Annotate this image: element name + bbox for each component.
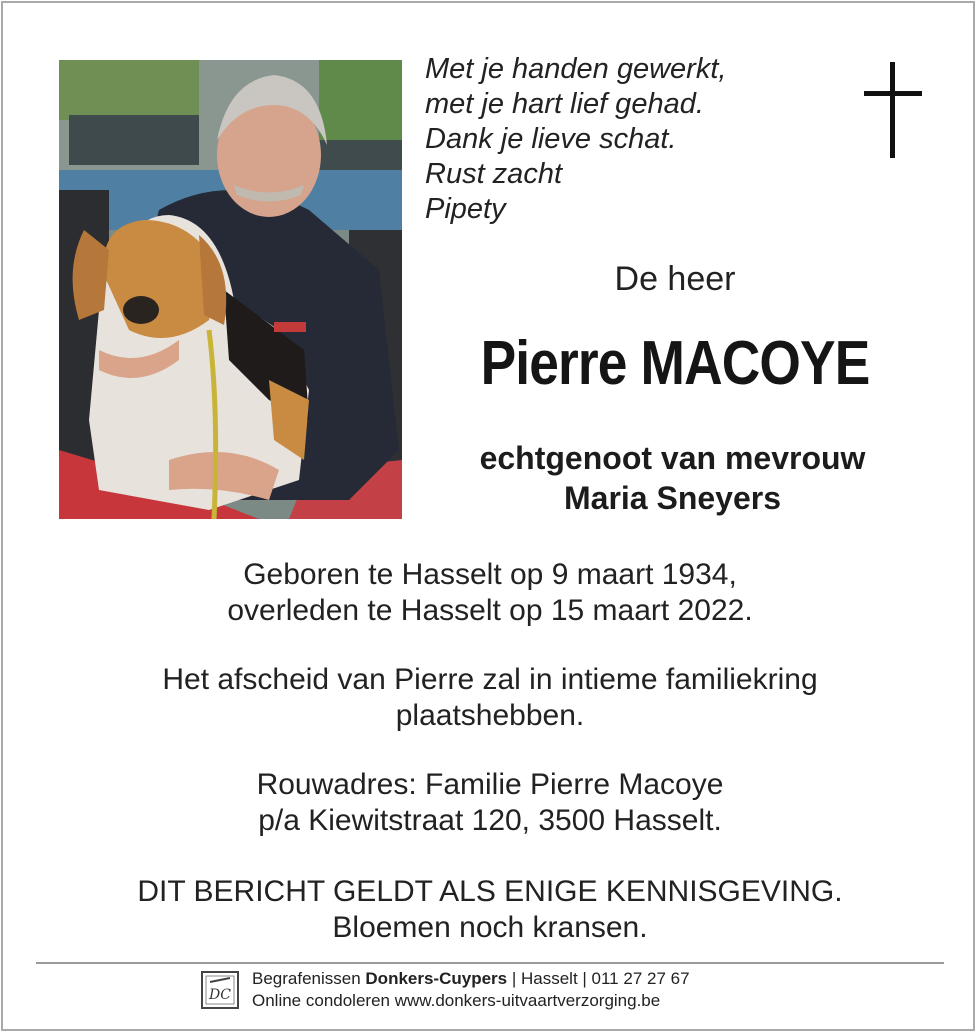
birth-line: Geboren te Hasselt op 9 maart 1934, (243, 558, 737, 591)
footer-text (252, 968, 690, 1012)
farewell-info (40, 662, 940, 734)
portrait-photo (59, 60, 402, 519)
deceased-name: Pierre MACOYE (480, 329, 870, 398)
poem (425, 52, 726, 227)
poem-line: Pipety (425, 193, 506, 225)
footer-prefix: Begrafenissen (252, 969, 366, 988)
notice-line: DIT BERICHT GELDT ALS ENIGE KENNISGEVING. (137, 875, 843, 908)
footer-divider (36, 962, 944, 964)
mourning-address (40, 767, 940, 839)
poem-line: Met je handen gewerkt, (425, 53, 727, 85)
notice (40, 874, 940, 946)
cross-icon (864, 62, 922, 158)
spouse-info (420, 438, 925, 518)
notice-line: Bloemen noch kransen. (332, 911, 648, 944)
funeral-home-logo-icon (200, 970, 240, 1010)
footer-company: Donkers-Cuypers (365, 969, 508, 988)
spouse-name: Maria Sneyers (563, 480, 781, 516)
footer-company-line (252, 968, 690, 990)
footer-contact: | Hasselt | 011 27 27 67 (507, 969, 690, 988)
poem-line: met je hart lief gehad. (425, 88, 704, 120)
spouse-line: echtgenoot van mevrouw (479, 440, 866, 476)
poem-line: Rust zacht (425, 158, 562, 190)
birth-death-info (40, 557, 940, 629)
address-line: Rouwadres: Familie Pierre Macoye (256, 768, 724, 801)
footer-online-link[interactable]: Online condoleren www.donkers-uitvaartverzorging.be (252, 991, 661, 1010)
death-line: overleden te Hasselt op 15 maart 2022. (227, 594, 753, 627)
farewell-line: Het afscheid van Pierre zal in intieme familiekring (162, 663, 818, 696)
svg-text:DC: DC (209, 987, 231, 1003)
poem-line: Dank je lieve schat. (425, 123, 677, 155)
honorific: De heer (614, 260, 736, 298)
address-line: p/a Kiewitstraat 120, 3500 Hasselt. (258, 804, 722, 837)
farewell-line: plaatshebben. (395, 699, 585, 732)
